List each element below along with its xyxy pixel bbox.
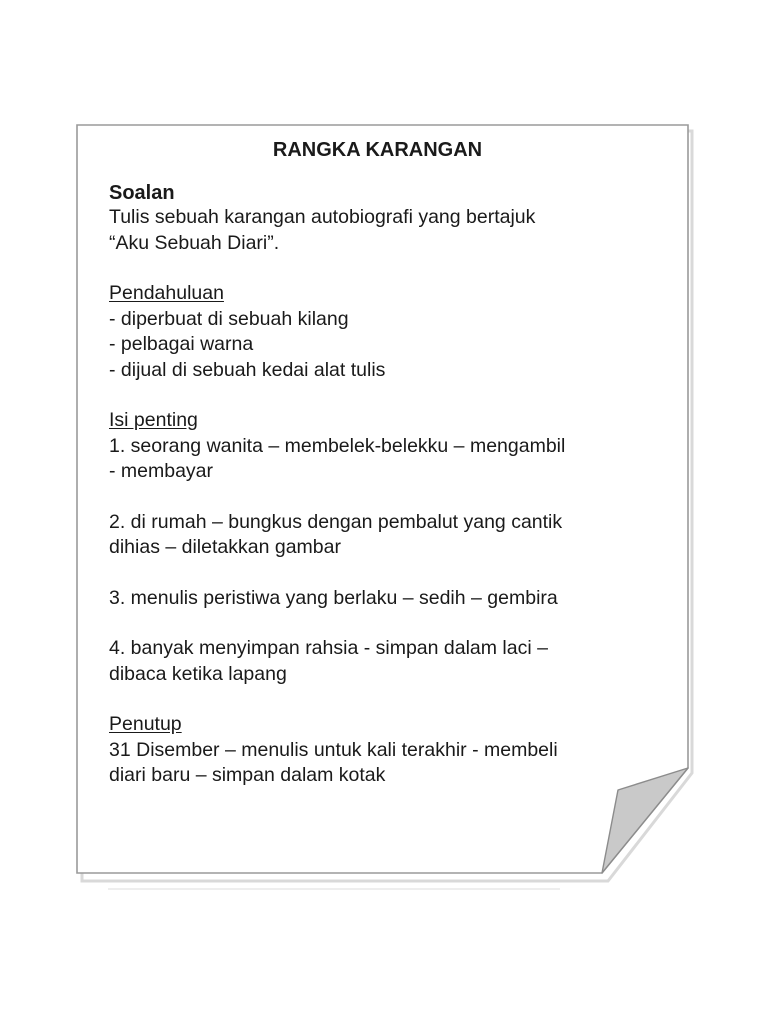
document-content [109,137,646,789]
isi-item-4-line-2: dibaca ketika lapang [109,662,287,685]
penutup-heading: Penutup [109,713,182,735]
document-title: RANGKA KARANGAN [272,139,483,161]
isi-item-4-line-1: 4. banyak menyimpan rahsia - simpan dalam laci – [109,637,548,659]
pendahuluan-bullet: - pelbagai warna [109,333,254,355]
soalan-line-1: Tulis sebuah karangan autobiografi yang bertajuk [109,206,536,228]
isi-penting-heading: Isi penting [109,409,198,431]
isi-item-1-line-1: 1. seorang wanita – membelek-belekku – mengambil [109,434,566,457]
isi-item-3-line-1: 3. menulis peristiwa yang berlaku – sedih – gembira [109,586,558,609]
soalan-line-2: “Aku Sebuah Diari”. [109,231,280,254]
pendahuluan-bullet: - dijual di sebuah kedai alat tulis [109,358,386,381]
penutup-line-1: 31 Disember – menulis untuk kali terakhir - membeli [109,738,558,761]
pendahuluan-bullet: - diperbuat di sebuah kilang [109,307,349,330]
penutup-line-2: diari baru – simpan dalam kotak [109,764,386,786]
isi-item-2-line-2: dihias – diletakkan gambar [109,536,341,558]
pendahuluan-heading: Pendahuluan [109,282,224,304]
isi-item-1-line-2: - membayar [109,460,214,482]
isi-item-2-line-1: 2. di rumah – bungkus dengan pembalut yang cantik [109,510,563,533]
soalan-heading: Soalan [109,182,175,204]
